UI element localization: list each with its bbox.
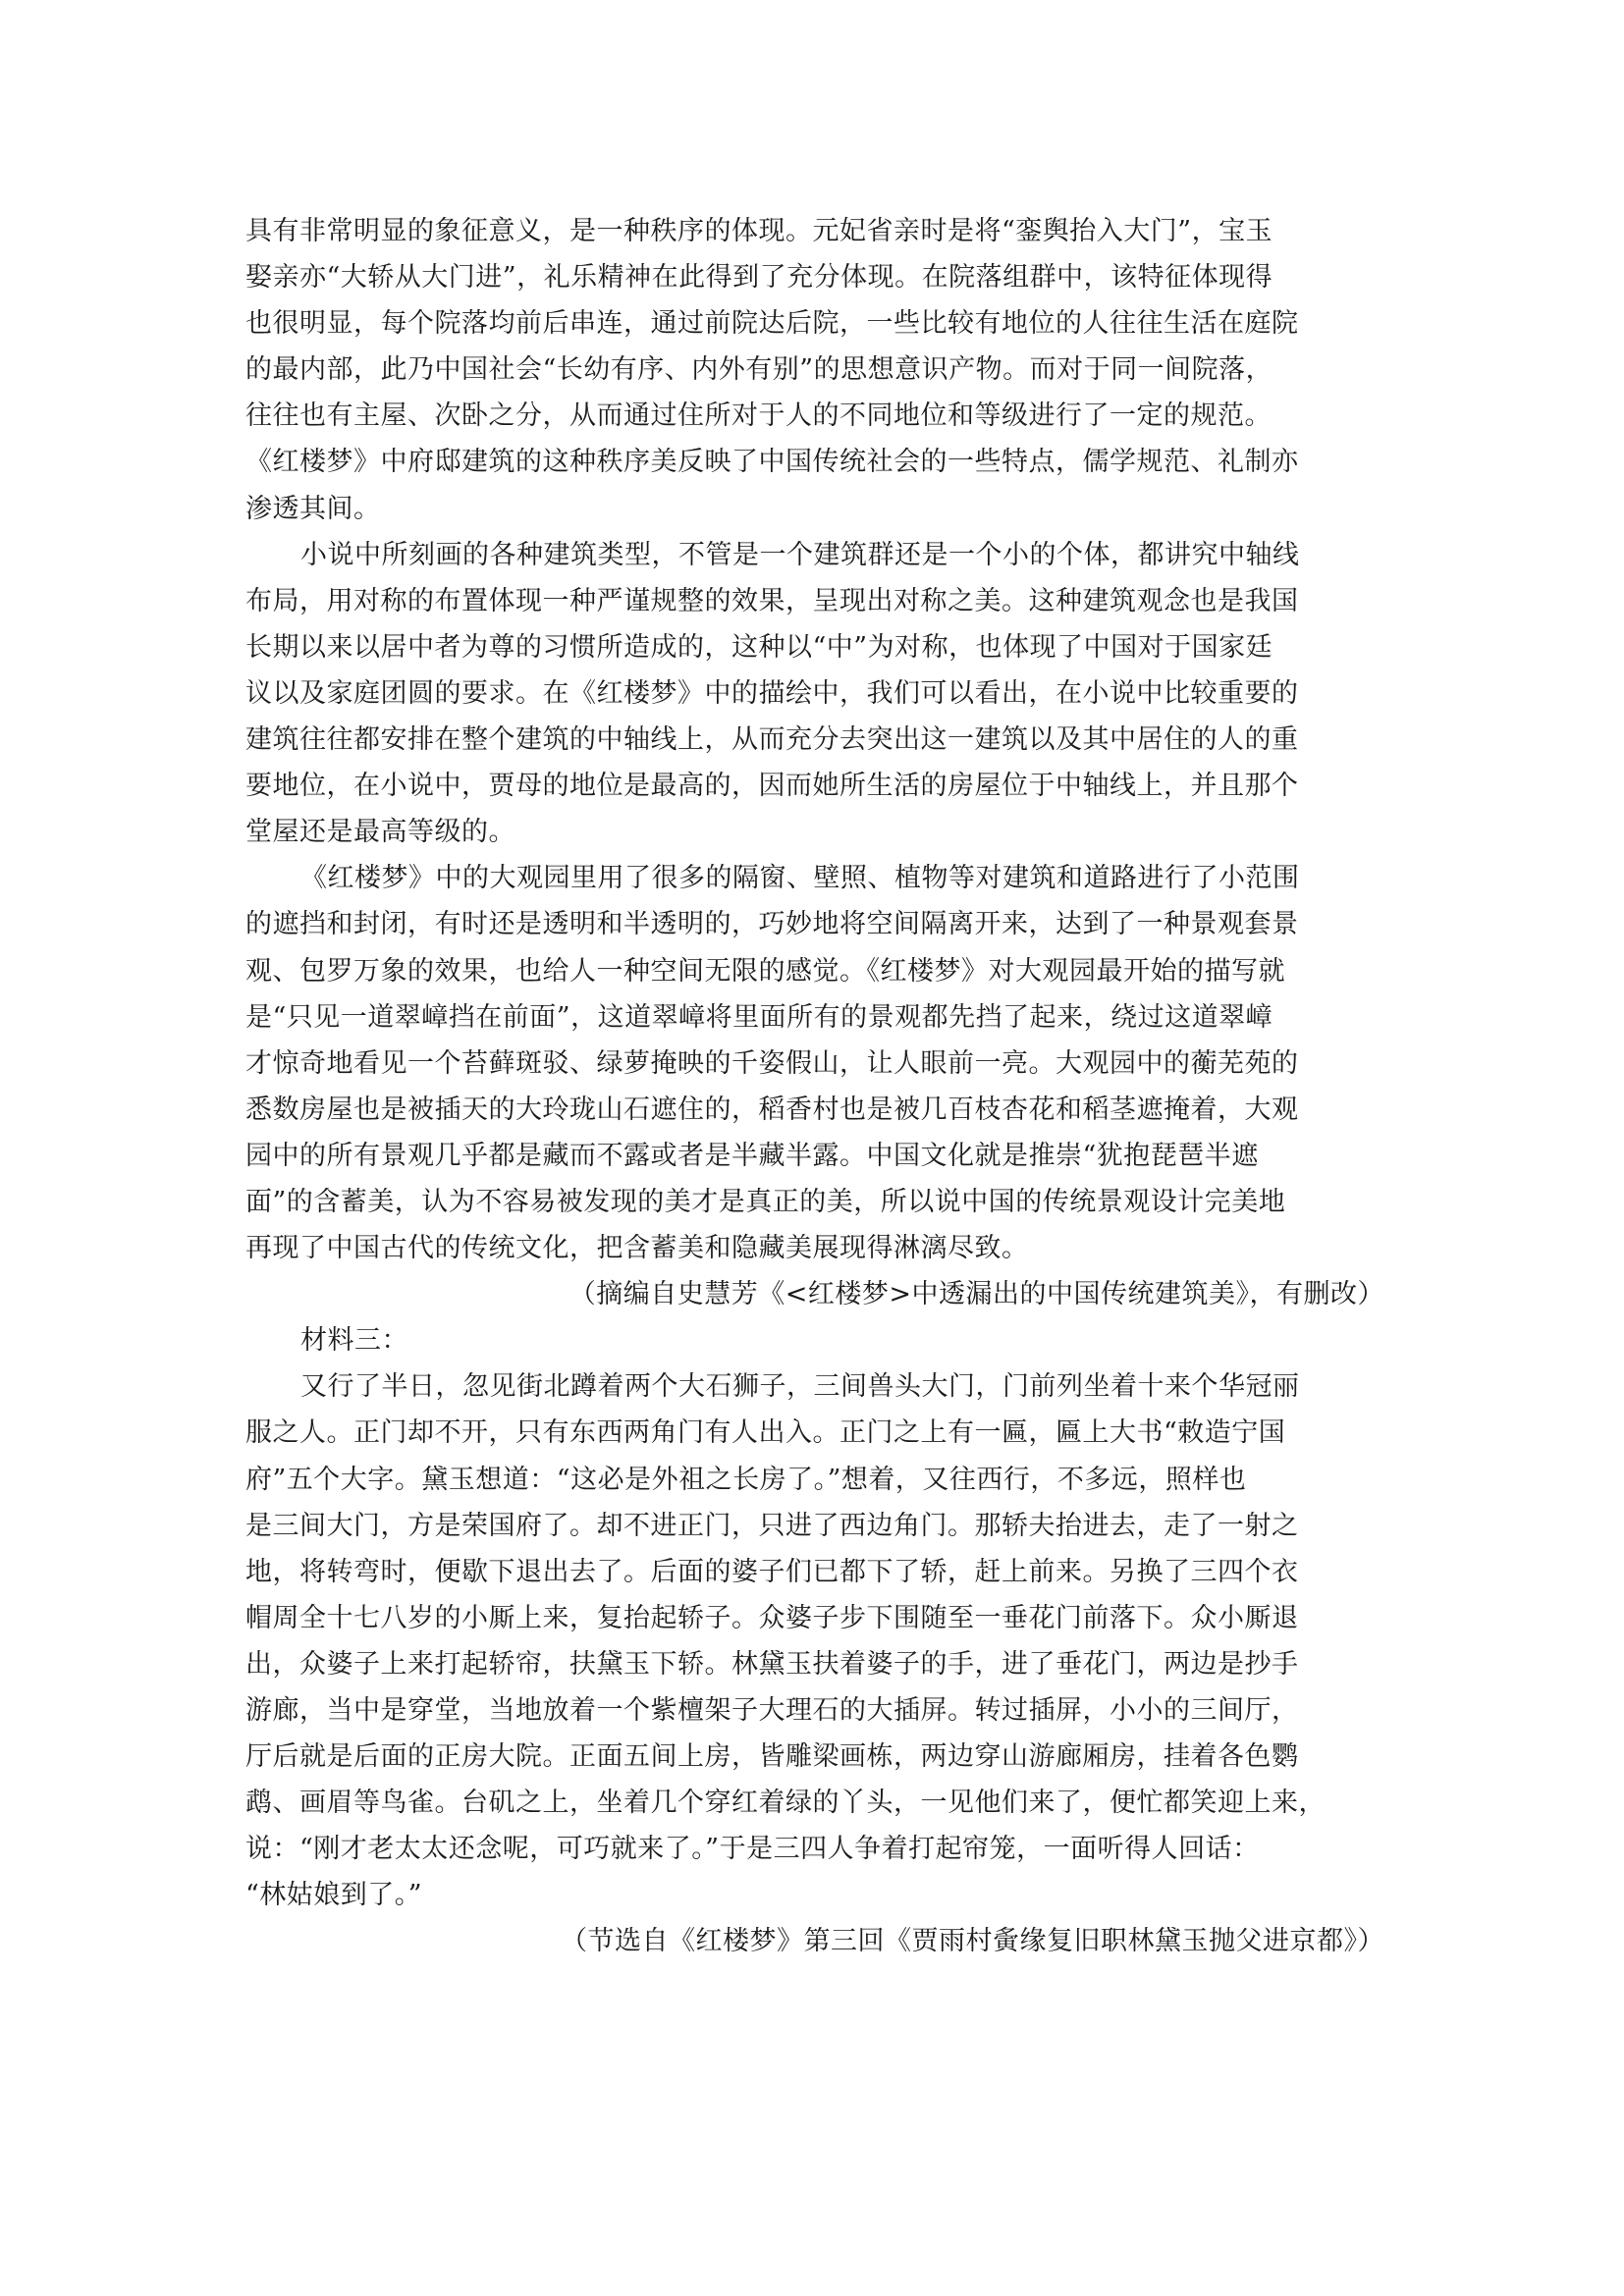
- paragraph-1: [245, 208, 1384, 532]
- text-line: 是三间大门，方是荣国府了。却不进正门，只进了西边角门。那轿夫抬进去，走了一射之: [245, 1510, 1299, 1541]
- text-line: 《红楼梦》中府邸建筑的这种秩序美反映了中国传统社会的一些特点，儒学规范、礼制亦: [245, 447, 1299, 478]
- text-line: 再现了中国古代的传统文化，把含蓄美和隐藏美展现得淋漓尽致。: [245, 1233, 1029, 1264]
- material-heading: 材料三：: [300, 1325, 408, 1357]
- text-line: 具有非常明显的象征意义，是一种秩序的体现。元妃省亲时是将“銮舆抬入大门”，宝玉: [245, 216, 1273, 246]
- text-line: 布局，用对称的布置体现一种严谨规整的效果，呈现出对称之美。这种建筑观念也是我国: [245, 585, 1299, 616]
- text-line: 面”的含蓄美，认为不容易被发现的美才是真正的美，所以说中国的传统景观设计完美地: [245, 1186, 1286, 1217]
- text-line: 往往也有主屋、次卧之分，从而通过住所对于人的不同地位和等级进行了一定的规范。: [245, 400, 1272, 432]
- text-line: “林姑娘到了。”: [245, 1880, 423, 1911]
- source-citation: （节选自《红楼梦》第三回《贾雨村夤缘复旧职林黛玉抛父进京都》）: [561, 1926, 1384, 1957]
- text-line: 建筑往往都安排在整个建筑的中轴线上，从而充分去突出这一建筑以及其中居住的人的重: [245, 724, 1299, 756]
- text-line: 园中的所有景观几乎都是藏而不露或者是半藏半露。中国文化就是推崇“犹抱琵琶半遮: [245, 1140, 1259, 1171]
- text-line: 厅后就是后面的正房大院。正面五间上房，皆雕梁画栋，两边穿山游廊厢房，挂着各色鹦: [245, 1741, 1299, 1773]
- text-line: 议以及家庭团圆的要求。在《红楼梦》中的描绘中，我们可以看出，在小说中比较重要的: [245, 677, 1299, 709]
- text-line: 地，将转弯时，便歇下退出去了。后面的婆子们已都下了轿，赶上前来。另换了三四个衣: [245, 1556, 1299, 1587]
- text-line: 要地位，在小说中，贾母的地位是最高的，因而她所生活的房屋位于中轴线上，并且那个: [245, 771, 1299, 802]
- text-line: 也很明显，每个院落均前后串连，通过前院达后院，一些比较有地位的人往往生活在庭院: [245, 308, 1299, 340]
- paragraph-2: [245, 532, 1384, 856]
- paragraph-4: [245, 1363, 1384, 1918]
- source-citation: （摘编自史慧芳《<红楼梦>中透漏出的中国传统建筑美》，有删改）: [568, 1279, 1384, 1310]
- paragraph-3: [245, 855, 1384, 1271]
- text-line: 服之人。正门却不开，只有东西两角门有人出入。正门之上有一匾，匾上大书“敕造宁国: [245, 1417, 1286, 1449]
- text-line: 又行了半日，忽见街北蹲着两个大石狮子，三间兽头大门，门前列坐着十来个华冠丽: [300, 1371, 1300, 1403]
- text-line: 游廊，当中是穿堂，当地放着一个紫檀架子大理石的大插屏。转过插屏，小小的三间厅，: [245, 1695, 1299, 1726]
- text-line: 小说中所刻画的各种建筑类型，不管是一个建筑群还是一个小的个体，都讲究中轴线: [300, 539, 1300, 570]
- text-line: 的遮挡和封闭，有时还是透明和半透明的，巧妙地将空间隔离开来，达到了一种景观套景: [245, 909, 1299, 940]
- text-line: 帽周全十七八岁的小厮上来，复抬起轿子。众婆子步下围随至一垂花门前落下。众小厮退: [245, 1602, 1299, 1633]
- text-line: 悉数房屋也是被插天的大玲珑山石遮住的，稻香村也是被几百枝杏花和稻茎遮掩着，大观: [245, 1094, 1299, 1125]
- text-line: 堂屋还是最高等级的。: [245, 817, 515, 848]
- text-line: 才惊奇地看见一个苔藓斑驳、绿萝掩映的千姿假山，让人眼前一亮。大观园中的蘅芜苑的: [245, 1047, 1299, 1079]
- text-line: 说：“刚才老太太还念呢，可巧就来了。”于是三四人争着打起帘笼，一面听得人回话：: [245, 1834, 1260, 1865]
- text-line: 府”五个大字。黛玉想道：“这必是外祖之长房了。”想着，又往西行，不多远，照样也: [245, 1464, 1247, 1495]
- text-line: 鹉、画眉等鸟雀。台矶之上，坐着几个穿红着绿的丫头，一见他们来了，便忙都笑迎上来，: [245, 1788, 1326, 1819]
- text-line: 渗透其间。: [245, 493, 381, 524]
- text-line: 娶亲亦“大轿从大门进”，礼乐精神在此得到了充分体现。在院落组群中，该特征体现得: [245, 262, 1273, 294]
- text-line: 观、包罗万象的效果，也给人一种空间无限的感觉。《红楼梦》对大观园最开始的描写就: [245, 955, 1285, 987]
- text-line: 的最内部，此乃中国社会“长幼有序、内外有别”的思想意识产物。而对于同一间院落，: [245, 354, 1273, 386]
- article-body: [245, 208, 1384, 1965]
- text-line: 是“只见一道翠嶂挡在前面”，这道翠嶂将里面所有的景观都先挡了起来，绕过这道翠嶂: [245, 1001, 1273, 1033]
- text-line: 长期以来以居中者为尊的习惯所造成的，这种以“中”为对称，也体现了中国对于国家廷: [245, 631, 1273, 663]
- text-line: 出，众婆子上来打起轿帘，扶黛玉下轿。林黛玉扶着婆子的手，进了垂花门，两边是抄手: [245, 1648, 1299, 1680]
- text-line: 《红楼梦》中的大观园里用了很多的隔窗、壁照、植物等对建筑和道路进行了小范围: [300, 863, 1300, 894]
